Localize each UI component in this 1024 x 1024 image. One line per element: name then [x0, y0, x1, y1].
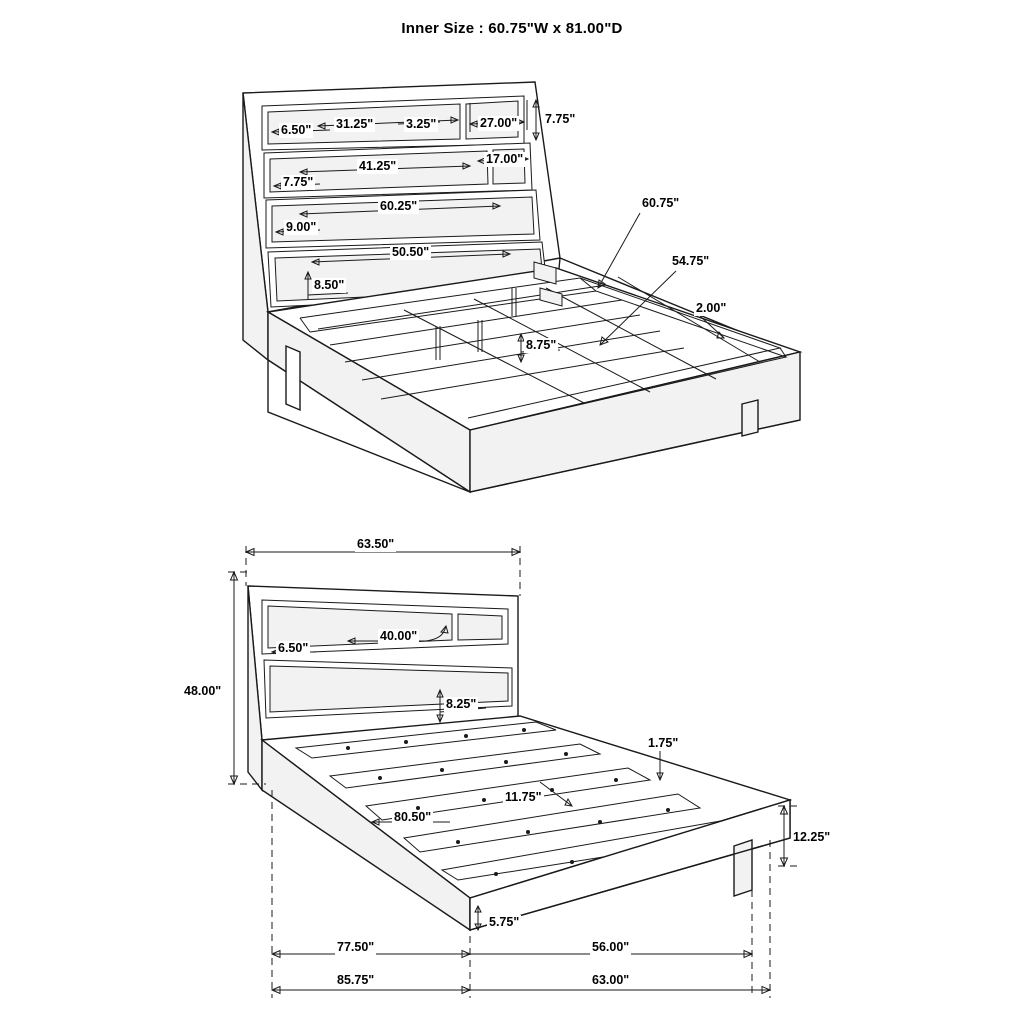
dimension-63-50: 63.50" — [357, 537, 395, 551]
dimension-85-75: 85.75" — [337, 973, 375, 987]
dimension-2-00: 2.00" — [696, 301, 727, 315]
dimension-77-50: 77.50" — [337, 940, 375, 954]
dimension-8-75: 8.75" — [526, 338, 557, 352]
dimension-8-25: 8.25" — [446, 697, 477, 711]
dimension-1-75: 1.75" — [648, 736, 679, 750]
dimension-80-50: 80.50" — [394, 810, 432, 824]
dimension-9-00: 9.00" — [286, 220, 317, 234]
dimension-11-75: 11.75" — [505, 790, 542, 804]
dimension-50-50: 50.50" — [392, 245, 430, 259]
dimension-41-25: 41.25" — [359, 159, 397, 173]
dimension-17-00: 17.00" — [486, 152, 524, 166]
dimension-56-00: 56.00" — [592, 940, 630, 954]
dimension-7-75-lower-shelf: 7.75" — [283, 175, 314, 189]
dimension-31-25: 31.25" — [336, 117, 374, 131]
dimension-6-50-lower: 6.50" — [278, 641, 309, 655]
dimension-5-75: 5.75" — [489, 915, 520, 929]
dimension-6-50-upper: 6.50" — [281, 123, 312, 137]
dimension-27-00: 27.00" — [480, 116, 518, 130]
page-title: Inner Size : 60.75"W x 81.00"D — [401, 20, 623, 37]
dimension-48-00: 48.00" — [184, 684, 222, 698]
dimension-8-50: 8.50" — [314, 278, 345, 292]
dimension-7-75-upper: 7.75" — [545, 112, 576, 126]
dimension-63-00: 63.00" — [592, 973, 630, 987]
dimension-54-75: 54.75" — [672, 254, 710, 268]
dimension-40-00: 40.00" — [380, 629, 418, 643]
dimension-3-25: 3.25" — [406, 117, 437, 131]
dimension-60-25: 60.25" — [380, 199, 418, 213]
dimension-60-75: 60.75" — [642, 196, 680, 210]
dimension-12-25: 12.25" — [793, 830, 831, 844]
